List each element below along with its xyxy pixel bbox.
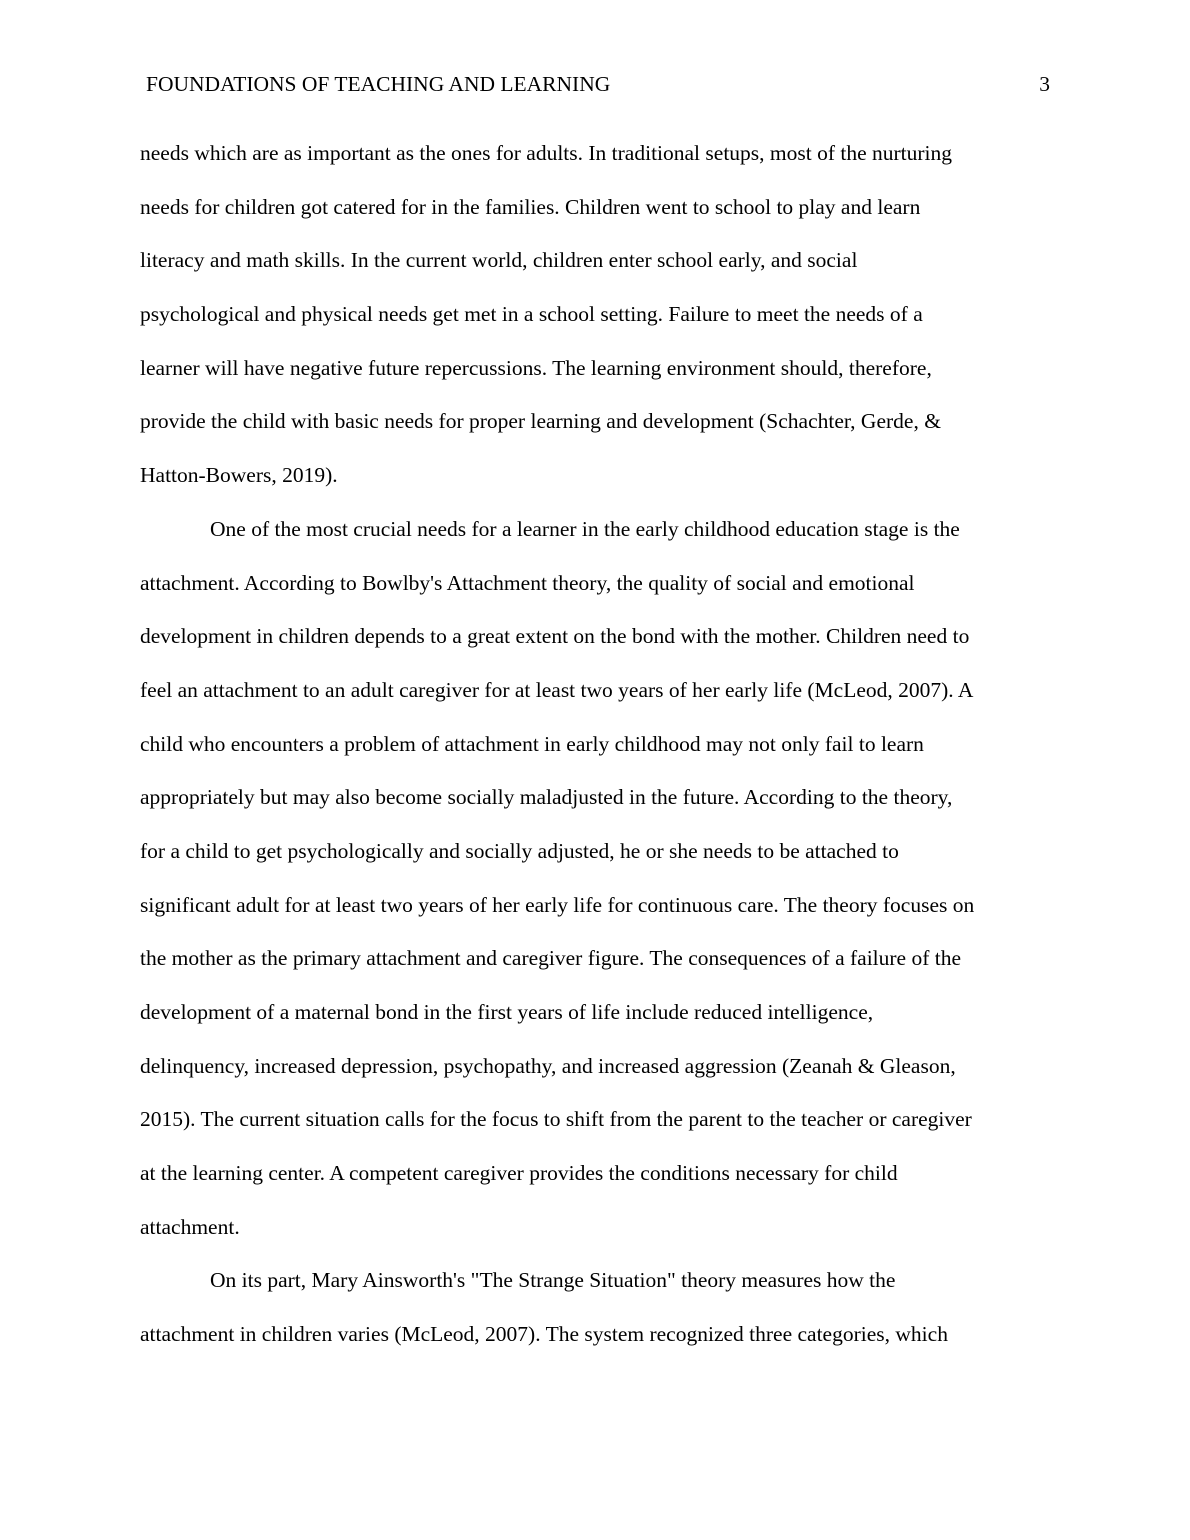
text-line: at the learning center. A competent caregiver provides the conditions necessary for child (140, 1161, 898, 1186)
paragraph-2 (140, 503, 1052, 1255)
text-line: literacy and math skills. In the current world, children enter school early, and social (140, 248, 858, 273)
running-head: FOUNDATIONS OF TEACHING AND LEARNING (146, 72, 611, 96)
text-line: One of the most crucial needs for a learner in the early childhood education stage is the (210, 516, 960, 541)
paragraph-3 (140, 1254, 1052, 1361)
text-line: feel an attachment to an adult caregiver for at least two years of her early life (McLeod, 2007). A (140, 677, 974, 702)
text-line: provide the child with basic needs for proper learning and development (Schachter, Gerde, & (140, 409, 941, 434)
text-line: psychological and physical needs get met in a school setting. Failure to meet the needs of a (140, 302, 923, 327)
text-line: needs for children got catered for in the families. Children went to school to play and learn (140, 194, 921, 219)
page-number: 3 (1039, 72, 1050, 96)
text-line: significant adult for at least two years of her early life for continuous care. The theory focuses on (140, 892, 975, 917)
paragraph-1 (140, 127, 1052, 503)
text-line: attachment in children varies (McLeod, 2007). The system recognized three categories, which (140, 1322, 948, 1347)
text-line: the mother as the primary attachment and caregiver figure. The consequences of a failure of the (140, 946, 962, 971)
text-line: for a child to get psychologically and socially adjusted, he or she needs to be attached to (140, 838, 899, 863)
text-line: 2015). The current situation calls for the focus to shift from the parent to the teacher or caregiver (140, 1107, 972, 1132)
text-line: On its part, Mary Ainsworth's "The Strange Situation" theory measures how the (210, 1268, 896, 1293)
text-line: needs which are as important as the ones for adults. In traditional setups, most of the nurturing (140, 141, 953, 165)
text-line: learner will have negative future repercussions. The learning environment should, therefore, (140, 355, 932, 380)
text-line: child who encounters a problem of attachment in early childhood may not only fail to learn (140, 731, 924, 756)
text-line: development of a maternal bond in the first years of life include reduced intelligence, (140, 1000, 874, 1024)
text-line: Hatton-Bowers, 2019). (140, 463, 338, 488)
text-line: attachment. According to Bowlby's Attachment theory, the quality of social and emotional (140, 570, 915, 595)
body-text (140, 127, 1052, 1362)
text-line: attachment. (140, 1214, 240, 1239)
text-line: appropriately but may also become socially maladjusted in the future. According to the theory, (140, 785, 953, 810)
text-line: development in children depends to a great extent on the bond with the mother. Children need to (140, 624, 970, 649)
text-line: delinquency, increased depression, psychopathy, and increased aggression (Zeanah & Gleason, (140, 1053, 956, 1078)
